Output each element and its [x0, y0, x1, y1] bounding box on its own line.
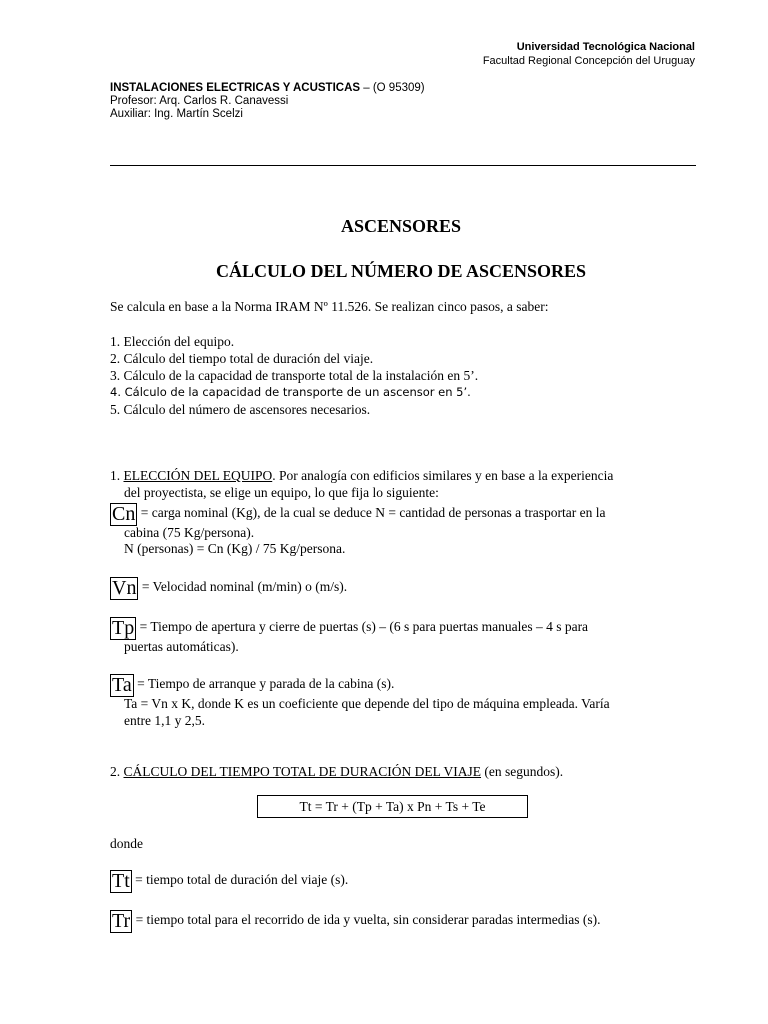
cn-text-line2: cabina (75 Kg/persona). — [124, 525, 255, 540]
course-title — [110, 82, 425, 95]
tp-definition — [110, 617, 588, 640]
cn-symbol-box: Cn — [112, 503, 136, 525]
ta-text: = Tiempo de arranque y parada de la cabina (s). — [133, 676, 395, 691]
cn-text: = carga nominal (Kg), de la cual se deduce N = cantidad de personas a trasportar en la — [137, 505, 606, 520]
section1-heading: ELECCIÓN DEL EQUIPO — [123, 468, 273, 483]
section2-suffix: (en segundos). — [481, 764, 564, 779]
list-item: 5. Cálculo del número de ascensores necesarios. — [110, 402, 371, 417]
course-name: INSTALACIONES ELECTRICAS Y ACUSTICAS — [110, 82, 361, 94]
tr-definition — [110, 910, 601, 933]
vn-symbol-box: Vn — [112, 577, 137, 599]
intro-paragraph: Se calcula en base a la Norma IRAM Nº 11.526. Se realizan cinco pasos, a saber: — [110, 299, 549, 314]
tp-text-line2: puertas automáticas). — [124, 639, 239, 654]
steps-list — [110, 333, 478, 418]
section2-heading-line — [110, 763, 563, 780]
section2-number: 2. — [110, 764, 124, 779]
tt-symbol-box: Tt — [112, 870, 130, 892]
list-item: 3. Cálculo de la capacidad de transporte total de la instalación en 5’. — [110, 368, 479, 383]
tr-text: = tiempo total para el recorrido de ida y vuelta, sin considerar paradas intermedias (s). — [132, 912, 601, 927]
assistant: Auxiliar: Ing. Martín Scelzi — [110, 108, 243, 120]
donde-label: donde — [110, 836, 143, 851]
tp-text: = Tiempo de apertura y cierre de puertas (s) – (6 s para puertas manuales – 4 s para — [136, 619, 589, 634]
ta-text-line3: entre 1,1 y 2,5. — [124, 713, 205, 728]
cn-text-line3: N (personas) = Cn (Kg) / 75 Kg/persona. — [124, 541, 346, 556]
tt-definition — [110, 870, 348, 893]
page-subtitle: CÁLCULO DEL NÚMERO DE ASCENSORES — [215, 261, 587, 281]
section1-number: 1. — [110, 468, 124, 483]
ta-symbol-box: Ta — [112, 674, 132, 696]
list-item: 2. Cálculo del tiempo total de duración del viaje. — [110, 351, 374, 366]
section2-heading: CÁLCULO DEL TIEMPO TOTAL DE DURACIÓN DEL VIAJE — [123, 764, 482, 779]
list-item: 1. Elección del equipo. — [110, 334, 235, 349]
faculty-name: Facultad Regional Concepción del Uruguay — [482, 55, 695, 67]
vn-text: = Velocidad nominal (m/min) o (m/s). — [138, 579, 348, 594]
vn-definition — [110, 577, 347, 600]
university-name: Universidad Tecnológica Nacional — [516, 41, 695, 53]
header-divider — [110, 165, 696, 166]
cn-definition — [110, 503, 606, 526]
ta-text-line2: Ta = Vn x K, donde K es un coeficiente que depende del tipo de máquina empleada. Varía — [124, 696, 610, 711]
formula-box: Tt = Tr + (Tp + Ta) x Pn + Ts + Te — [257, 795, 528, 818]
professor: Profesor: Arq. Carlos R. Canavessi — [110, 95, 289, 107]
section1-text-line2: del proyectista, se elige un equipo, lo que fija lo siguiente: — [124, 485, 439, 500]
section1-heading-line — [110, 467, 613, 484]
list-item: 4. Cálculo de la capacidad de transporte de un ascensor en 5’. — [110, 385, 471, 399]
tt-text: = tiempo total de duración del viaje (s). — [131, 872, 349, 887]
tr-symbol-box: Tr — [112, 910, 131, 932]
tp-symbol-box: Tp — [112, 617, 135, 639]
course-code: – (O 95309) — [363, 82, 425, 94]
page-title: ASCENSORES — [340, 216, 462, 236]
course-info — [110, 82, 425, 121]
ta-definition — [110, 674, 394, 697]
section1-text: . Por analogía con edificios similares y en base a la experiencia — [272, 468, 614, 483]
